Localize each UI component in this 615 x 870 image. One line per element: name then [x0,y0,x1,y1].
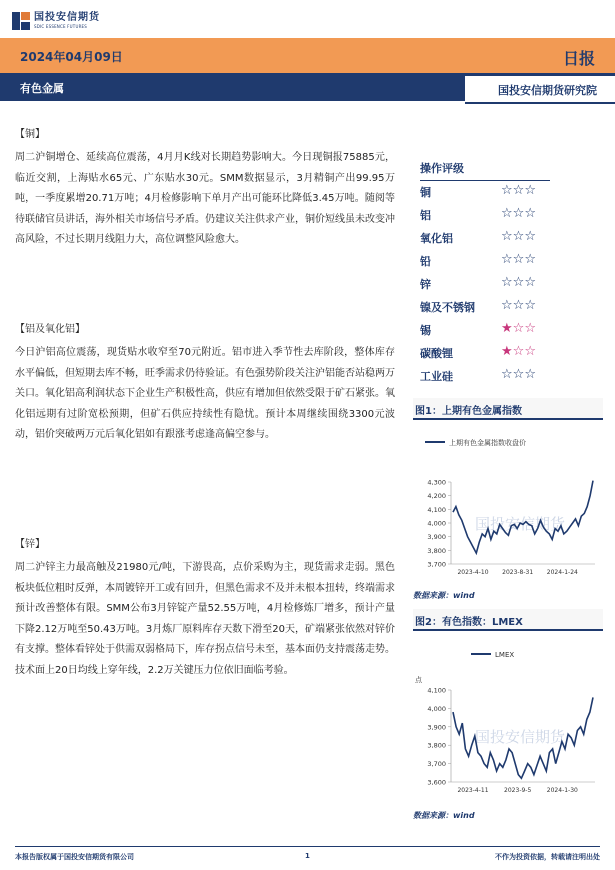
empty-star-icon: ☆ [501,367,513,382]
section-title: 【铝及氧化铝】 [15,324,85,335]
section-title: 【锌】 [15,539,45,550]
rating-stars-icon [501,252,536,267]
y-tick-label: 3,900 [427,723,446,732]
rating-metal-name: 铅 [420,255,431,268]
rating-list [413,181,608,388]
y-tick-label: 3,600 [427,778,446,787]
y-tick-label: 4,200 [427,492,446,501]
report-type: 日报 [562,49,595,68]
empty-star-icon: ☆ [512,344,525,359]
company-logo [12,12,100,30]
empty-star-icon: ☆ [501,252,513,267]
filled-star-icon: ★ [501,321,513,336]
footer-disclaimer: 不作为投资依据，转载请注明出处 [495,853,600,861]
rating-row [413,273,608,296]
empty-star-icon: ☆ [524,229,536,244]
empty-star-icon: ☆ [501,229,513,244]
x-tick-label: 2024-1-30 [546,787,578,794]
empty-star-icon: ☆ [524,206,536,221]
empty-star-icon: ☆ [512,183,525,198]
watermark: 国投安信期货 [474,728,566,746]
y-tick-label: 4,300 [427,478,446,487]
section-body: 周二沪锌主力最高触及21980元/吨，下游畏高，点价采购为主，现货需求走弱。黑色板块低位粗时反弹，本周镀锌开工或有回升，但黑色需求不及并未根本扭转，终端需求预计改善整体有限。SMM公布3月锌锭产量52.55万吨，4月检修炼厂增多，预计产量下降2.12万吨至50.43万吨。3月炼厂原料库存天数下滑至20天，矿端紧张依然对锌价有支撑。整体看锌处于供需双弱格局下，库存拐点信号未至，基本面仍支持震荡走势。技术面上20日均线上穿年线，2.2万关键压力位依旧面临考验。 [15,562,395,676]
rating-row [413,181,608,204]
legend-label: LMEX [495,651,515,659]
y-tick-label: 3,700 [427,760,446,769]
rating-title: 操作评级 [420,160,550,181]
empty-star-icon: ☆ [512,298,525,313]
x-tick-label: 2024-1-24 [546,569,578,576]
y-tick-label: 4,000 [427,704,446,713]
rating-metal-name: 氧化铝 [420,232,453,245]
empty-star-icon: ☆ [524,321,536,336]
empty-star-icon: ☆ [512,321,525,336]
rating-stars-icon [501,298,536,313]
empty-star-icon: ☆ [524,275,536,290]
figure2-title: 图2：有色指数：LMEX [413,609,603,631]
rating-row [413,342,608,365]
empty-star-icon: ☆ [524,344,536,359]
report-category: 有色金属 [20,82,64,95]
empty-star-icon: ☆ [501,275,513,290]
y-tick-label: 4,000 [427,519,446,528]
rating-row [413,204,608,227]
rating-stars-icon [501,206,536,221]
watermark: 国投安信期货 [474,515,566,533]
rating-stars-icon [501,275,536,290]
y-tick-label: 4,100 [427,686,446,695]
y-tick-label: 3,800 [427,741,446,750]
empty-star-icon: ☆ [524,252,536,267]
rating-row [413,319,608,342]
logo-mark-icon [12,12,30,30]
rating-row [413,296,608,319]
y-tick-label: 3,900 [427,533,446,542]
logo-english-name: SDIC ESSENCE FUTURES [34,24,88,29]
section-body: 周二沪铜增仓、延续高位震荡，4月月K线对长期趋势影响大。今日现铜报75885元，临近交割，上海贴水65元、广东贴水30元。SMM数据显示，3月精铜产出99.95万吨，一季度累增20.71万吨；4月检修影响下单月产出可能环比降低3.45万吨。随阅等待联储官员讲话，海外相关市场信号矛盾。仍建议关注供求产业，铜价短线虽未改变冲高风险，不过长期月线阻力大，高位调整风险愈大。 [15,152,395,245]
figure1-source: 数据来源：wind [413,591,475,600]
section-zinc [15,535,395,699]
rating-stars-icon [501,367,536,382]
y-tick-label: 3,700 [427,560,446,569]
footer-copyright: 本报告版权属于国投安信期货有限公司 [15,853,134,861]
x-tick-label: 2023-4-11 [457,787,489,794]
empty-star-icon: ☆ [512,206,525,221]
institute-tab [465,76,615,104]
figure1-title: 图1：上期有色金属指数 [413,398,603,420]
rating-metal-name: 镍及不锈钢 [420,301,475,314]
empty-star-icon: ☆ [512,252,525,267]
report-date: 2024年04月09日 [20,50,123,64]
page-number: 1 [305,852,310,860]
figure1-chart [413,432,603,582]
rating-metal-name: 锌 [420,278,431,291]
y-axis-unit: 点 [415,676,422,684]
rating-row [413,250,608,273]
x-tick-label: 2023-8-31 [502,569,534,576]
section-aluminium [15,320,395,464]
empty-star-icon: ☆ [524,183,536,198]
empty-star-icon: ☆ [501,298,513,313]
empty-star-icon: ☆ [501,183,513,198]
empty-star-icon: ☆ [501,206,513,221]
x-tick-label: 2023-4-10 [457,569,489,576]
y-tick-label: 4,100 [427,505,446,514]
rating-stars-icon [501,229,536,244]
institute-name: 国投安信期货研究院 [498,84,597,97]
figure2-chart [413,644,603,800]
rating-panel [413,160,608,388]
rating-stars-icon [501,321,536,336]
empty-star-icon: ☆ [512,229,525,244]
x-tick-label: 2023-9-5 [504,787,532,794]
filled-star-icon: ★ [501,344,513,359]
rating-metal-name: 工业硅 [420,370,453,383]
empty-star-icon: ☆ [524,298,536,313]
legend-label: 上期有色金属指数收盘价 [449,439,526,447]
empty-star-icon: ☆ [512,367,525,382]
empty-star-icon: ☆ [524,367,536,382]
logo-name: 国投安信期货 [34,12,100,23]
rating-stars-icon [501,344,536,359]
figure2-source: 数据来源：wind [413,811,475,820]
empty-star-icon: ☆ [512,275,525,290]
rating-metal-name: 铜 [420,186,431,199]
rating-row [413,227,608,250]
rating-row [413,365,608,388]
rating-stars-icon [501,183,536,198]
rating-metal-name: 铝 [420,209,431,222]
rating-metal-name: 锡 [420,324,431,337]
footer-divider [15,846,600,847]
section-body: 今日沪铝高位震荡，现货贴水收窄至70元附近。铝市进入季节性去库阶段，整体库存水平偏低，但短期去库不畅，旺季需求仍待验证。有色强势阶段关注沪铝能否站稳两万关口。氧化铝高利润状态下企业生产积极性高，供应有增加但依然受限于矿石紧张。氧化铝远期有过阶宽松预期，但矿石供应持续性有隐忧。预计本周继续围绕3300元波动，铝价突破两万元后氧化铝如有跟涨考虑逢高偏空参与。 [15,347,395,440]
section-copper [15,125,395,269]
header-bar [0,38,615,73]
rating-metal-name: 碳酸锂 [420,347,453,360]
section-title: 【铜】 [15,129,45,140]
y-tick-label: 3,800 [427,546,446,555]
